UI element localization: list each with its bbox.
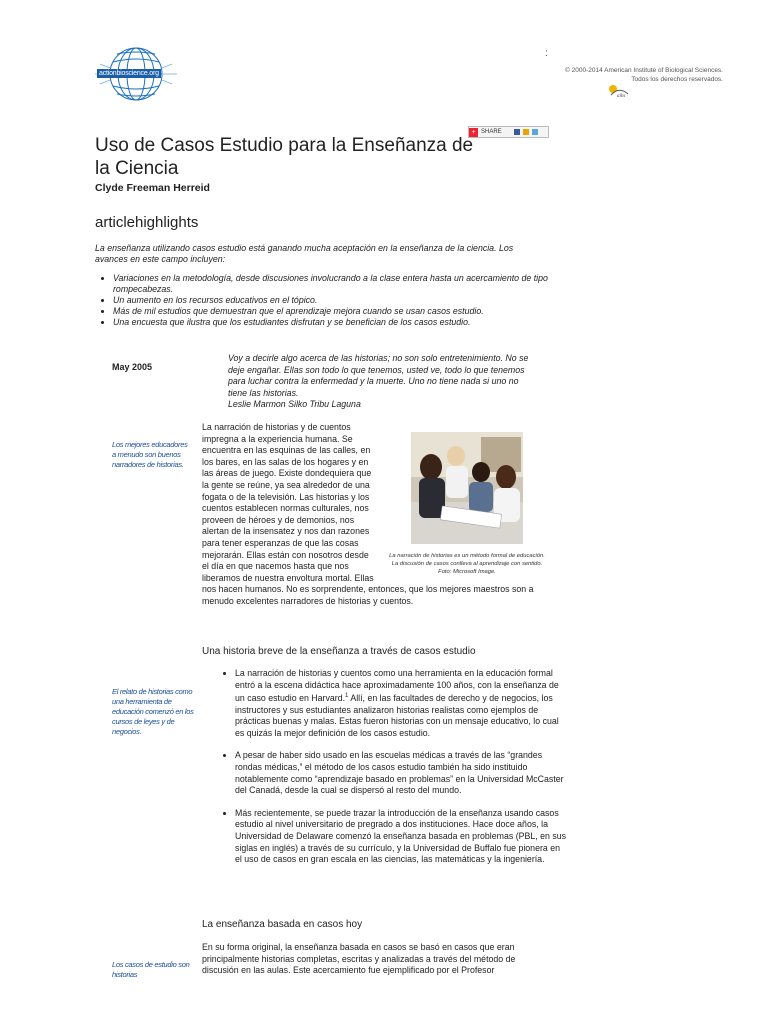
list-item: • Más de mil estudios que demuestran que el aprendizaje mejora cuando se usan casos estudio. bbox=[113, 306, 563, 317]
list-item: • A pesar de haber sido usado en las escuelas médicas a través de las “grandes rondas médicas,” el método de los casos estudio también ha sido instituido notablemente como “aprendizaje basado en problemas” en la Universidad McCaster del Canadá, desde la cual se dispersó al resto del mundo. bbox=[235, 750, 567, 796]
author-name: Clyde Freeman Herreid bbox=[95, 182, 210, 194]
history-item-text-cont: Allí, en las facultades de derecho y de negocios, los instructores y sus estudiantes analizaron historias realistas como ejemplos de prácticas buenas y malas. Estas fueron historias con un mensaje educativo, lo cual es quizás la mejor definición de los casos estudio. bbox=[235, 693, 559, 738]
aibs-logo[interactable] bbox=[608, 84, 630, 98]
paragraph-text: En su forma original, la enseñanza basada en casos se basó en casos que eran principalmente historias completas, escritas y analizadas a través del método de discusión en las aulas. Este acercamiento fue ejemplificado por el Profesor bbox=[202, 942, 516, 976]
page-title: Uso de Casos Estudio para la Enseñanza de la Ciencia bbox=[95, 135, 474, 179]
history-item-text: La narración de historias y cuentos como una herramienta en la educación formal entró a la escena didáctica hace aproximadamente 100 años, con la enseñanza de un caso estudio en Harvard. bbox=[235, 668, 559, 704]
logo-text: actionbioscience.org bbox=[99, 70, 159, 77]
list-item bbox=[235, 668, 567, 739]
share-label: SHARE bbox=[481, 129, 502, 135]
section-heading: La enseñanza basada en casos hoy bbox=[202, 919, 363, 930]
highlights-heading: articlehighlights bbox=[95, 214, 199, 231]
footnote-link[interactable]: 1 bbox=[345, 693, 349, 700]
publication-date: May 2005 bbox=[112, 362, 153, 372]
plus-icon: + bbox=[469, 128, 478, 137]
classroom-photo bbox=[411, 432, 523, 544]
sidenote: Los casos de estudio son historias bbox=[112, 960, 190, 979]
intro-paragraph bbox=[202, 422, 546, 608]
epigraph-quote bbox=[228, 353, 538, 411]
paragraph-text: La narración de historias y de cuentos impregna a la experiencia humana. Se encuentra en las esquinas de las calles, en los bares, en las salas de los hogares y en las áreas de juego. Existe dondequiera que la gente se reúne, ya sea alrededor de una fogata o de la televisión. Las historias y los cuentos establecen normas culturales, nos proveen de héroes y de demonios, nos alertan de la insensatez y nos dan razones para tener esperanzas de que las cosas mejorarán. Ellas están con nosotros desde el día en que nacemos hasta que nos liberamos de nuestra envoltura mortal. Ellas nos hacen humanos. No es sorprendente, entonces, que los mejores maestros son a menudo excelentes narradores de historias y cuentos. bbox=[202, 422, 534, 606]
header-colon: : bbox=[545, 48, 548, 59]
history-list bbox=[218, 668, 567, 877]
sidenote: Los mejores educadores a menudo son buenos narradores de historias. bbox=[112, 440, 188, 469]
list-item: • Más recientemente, se puede trazar la introducción de la enseñanza usando casos estudio al nivel universitario de pregrado a dos instituciones. Hace doce años, la Universidad de Delaware comenzó la enseñanza basada en problemas (PBL, en sus siglas en inglés) a través de su currículo, y la Universidad de Buffalo fue pionera en el uso de casos en gran escala en las ciencias, las matemáticas y la ingeniería. bbox=[235, 808, 567, 866]
share-button[interactable] bbox=[468, 126, 549, 138]
bookmark-icon[interactable] bbox=[523, 129, 529, 135]
list-item: • Un aumento en los recursos educativos en el tópico. bbox=[113, 295, 563, 306]
facebook-icon[interactable] bbox=[514, 129, 520, 135]
quote-author: Leslie Marmon Silko Tribu Laguna bbox=[228, 399, 361, 409]
sidenote: El relato de historias como una herramienta de educación comenzó en los cursos de leyes y de negocios. bbox=[112, 687, 194, 736]
photo-caption: La narración de historias es un método formal de educación. La discusión de casos conlleva al aprendizaje con sentido. Foto: Microsoft Image. bbox=[389, 553, 545, 575]
site-logo[interactable] bbox=[95, 44, 177, 104]
twitter-icon[interactable] bbox=[532, 129, 538, 135]
highlights-list bbox=[95, 273, 563, 328]
list-item: • Una encuesta que ilustra que los estudiantes disfrutan y se benefician de los casos estudio. bbox=[113, 317, 563, 328]
copyright-notice: © 2000-2014 American Institute of Biological Sciences. Todos los derechos reservados. bbox=[565, 67, 723, 83]
highlights-intro: La enseñanza utilizando casos estudio está ganando mucha aceptación en la enseñanza de la ciencia. Los avances en este campo incluyen: bbox=[95, 243, 514, 264]
aibs-logo-icon bbox=[608, 84, 630, 98]
section-heading: Una historia breve de la enseñanza a través de casos estudio bbox=[202, 646, 476, 657]
quote-text: Voy a decirle algo acerca de las historias; no son solo entretenimiento. No se deje engañar. Ellas son todo lo que tenemos, usted ve, todo lo que tenemos para luchar contra la enfermedad y la muerte. Uno no tiene nada si uno no tiene las historias. bbox=[228, 353, 529, 398]
svg-text:aibs: aibs bbox=[617, 94, 626, 98]
list-item: • Variaciones en la metodología, desde discusiones involucrando a la clase entera hasta un acercamiento de tipo rompecabezas. bbox=[113, 273, 563, 295]
article-photo bbox=[388, 432, 546, 576]
